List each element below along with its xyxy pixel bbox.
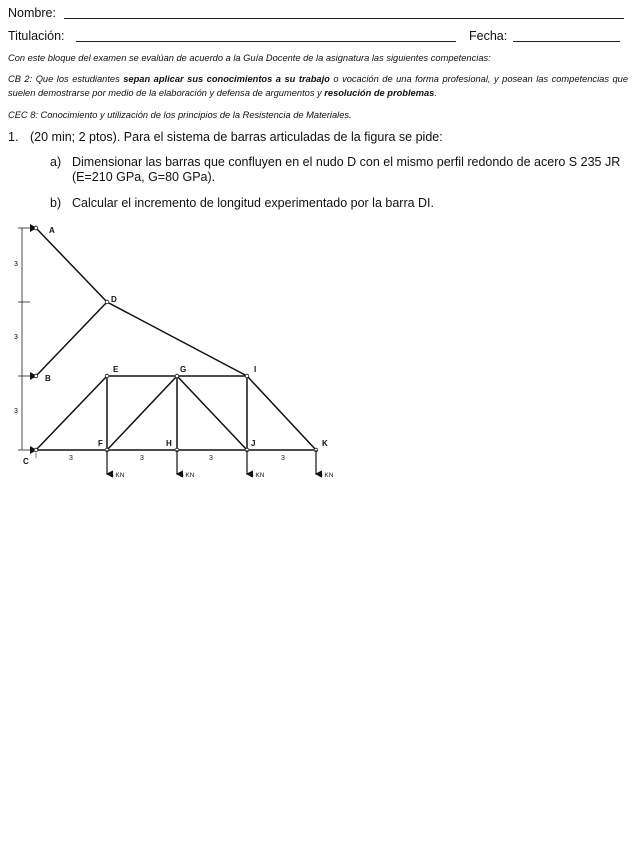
node-H: H [166, 439, 172, 448]
truss-figure [0, 218, 360, 488]
node-A: A [49, 226, 55, 235]
node-J: J [251, 439, 256, 448]
horizontal-dimension-ticks [36, 453, 316, 458]
load-label-H: 5 KN [180, 472, 195, 479]
item-a-text: Dimensionar las barras que confluyen en el nudo D con el mismo perfil redondo de acero S 235 JR (E=210 GPa, G=80 GPa). [72, 155, 621, 184]
loads [107, 450, 316, 474]
load-label-K: 5 KN [319, 472, 334, 479]
node-E: E [113, 365, 119, 374]
node-G: G [180, 365, 187, 374]
node-F: F [98, 439, 103, 448]
fecha-field[interactable] [513, 41, 620, 42]
competencies-intro: Con este bloque del examen se evalúan de acuerdo a la Guía Docente de la asignatura las siguientes competencias: [8, 53, 491, 63]
nombre-field[interactable] [64, 18, 624, 19]
node-B: B [45, 374, 51, 383]
titulacion-field[interactable] [76, 41, 456, 42]
titulacion-label: Titulación: [8, 29, 65, 43]
competency-cec8: CEC 8: Conocimiento y utilización de los principios de la Resistencia de Materiales. [8, 110, 352, 120]
item-b-text: Calcular el incremento de longitud experimentado por la barra DI. [72, 196, 434, 210]
item-b-marker: b) [50, 196, 62, 210]
node-K: K [322, 439, 328, 448]
vertical-dim-2: 3 [14, 334, 18, 341]
question-number: 1. [8, 130, 19, 144]
bar-CE [36, 376, 107, 450]
horizontal-dim-1: 3 [69, 455, 73, 462]
vertical-dim-3: 3 [14, 408, 18, 415]
bar-IK [247, 376, 316, 450]
truss-bars [36, 228, 316, 450]
load-label-F: 5 KN [110, 472, 125, 479]
bar-GJ [177, 376, 247, 450]
bar-AD [36, 228, 107, 302]
nombre-label: Nombre: [8, 6, 56, 20]
item-a-marker: a) [50, 155, 62, 169]
bar-DI [107, 302, 247, 376]
question-statement: (20 min; 2 ptos). Para el sistema de barras articuladas de la figura se pide: [30, 130, 443, 144]
vertical-dim-1: 3 [14, 261, 18, 268]
vertical-dimension-line [18, 228, 30, 450]
competency-cb2: CB 2: Que los estudiantes sepan aplicar sus conocimientos a su trabajo o vocación de una forma profesional, y posean las competencias que suelen demostrarse por medio de la elaboración y defensa de argumentos y resolución de problemas. [8, 74, 628, 98]
node-D: D [111, 295, 117, 304]
node-C: C [23, 457, 29, 466]
load-label-J: 5 KN [250, 472, 265, 479]
horizontal-dim-4: 3 [281, 455, 285, 462]
horizontal-dim-2: 3 [140, 455, 144, 462]
bar-BD [36, 302, 107, 376]
node-I: I [254, 365, 257, 374]
fecha-label: Fecha: [469, 29, 508, 43]
supports [30, 224, 37, 454]
horizontal-dim-3: 3 [209, 455, 213, 462]
